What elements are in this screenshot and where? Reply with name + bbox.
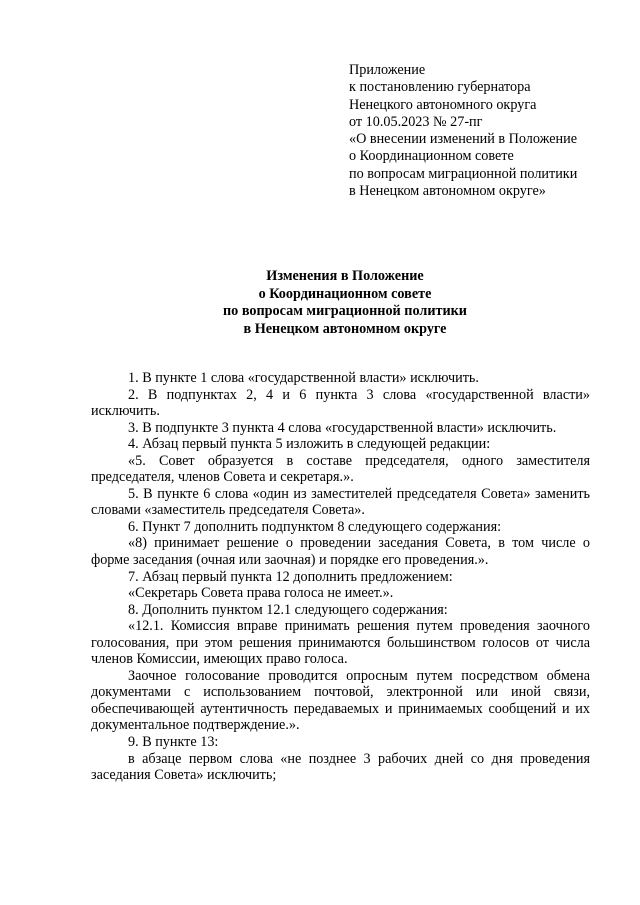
appendix-line: «О внесении изменений в Положение — [349, 131, 578, 148]
paragraph-quote-5: «5. Совет образуется в составе председателя, одного заместителя председателя, членов Совета и секретаря.». — [91, 452, 590, 486]
paragraph-item-6: 6. Пункт 7 дополнить подпунктом 8 следующего содержания: — [128, 518, 502, 535]
paragraph-item-3: 3. В подпункте 3 пункта 4 слова «государственной власти» исключить. — [128, 419, 557, 436]
appendix-line: в Ненецком автономном округе» — [349, 183, 546, 200]
appendix-line: по вопросам миграционной политики — [349, 165, 578, 182]
paragraph-absentee-voting: Заочное голосование проводится опросным путем посредством обмена документами с использованием почтовой, электронной или иной связи, обеспечивающей аутентичность передаваемых и принимаемых сообщений и их документальное подтверждение.». — [91, 667, 590, 734]
paragraph-item-1: 1. В пункте 1 слова «государственной власти» исключить. — [128, 370, 479, 386]
paragraph-quote-12-1: «12.1. Комиссия вправе принимать решения путем проведения заочного голосования, при этом решения принимаются большинством голосов от числа членов Комиссии, имеющих право голоса. — [91, 618, 590, 668]
document-title — [150, 268, 540, 338]
appendix-line: Приложение — [349, 62, 426, 78]
appendix-line: к постановлению губернатора — [349, 79, 531, 96]
title-line: о Координационном совете — [258, 285, 432, 302]
appendix-header — [349, 62, 599, 200]
paragraph-item-8: 8. Дополнить пунктом 12.1 следующего содержания: — [128, 601, 448, 618]
paragraph-item-4: 4. Абзац первый пункта 5 изложить в следующей редакции: — [128, 436, 491, 453]
document-body — [91, 370, 590, 784]
paragraph-item-5: 5. В пункте 6 слова «один из заместителей председателя Совета» заменить словами «заместитель председателя Совета». — [91, 485, 590, 519]
paragraph-quote-secretary: «Секретарь Совета права голоса не имеет.». — [128, 585, 394, 602]
paragraph-item-2: 2. В подпунктах 2, 4 и 6 пункта 3 слова «государственной власти» исключить. — [91, 386, 590, 420]
title-line: в Ненецком автономном округе — [243, 320, 447, 337]
title-line: по вопросам миграционной политики — [223, 303, 467, 320]
appendix-line: от 10.05.2023 № 27-пг — [349, 113, 483, 130]
appendix-line: о Координационном совете — [349, 148, 514, 165]
paragraph-item-9: 9. В пункте 13: — [128, 734, 219, 751]
appendix-line: Ненецкого автономного округа — [349, 96, 537, 113]
title-line: Изменения в Положение — [266, 268, 424, 284]
paragraph-quote-8: «8) принимает решение о проведении заседания Совета, в том числе о форме заседания (очная или заочная) и порядке его проведения.». — [91, 535, 590, 569]
paragraph-item-7: 7. Абзац первый пункта 12 дополнить предложением: — [128, 568, 453, 585]
paragraph-subitem-a: в абзаце первом слова «не позднее 3 рабочих дней со дня проведения заседания Совета» исключить; — [91, 750, 590, 784]
